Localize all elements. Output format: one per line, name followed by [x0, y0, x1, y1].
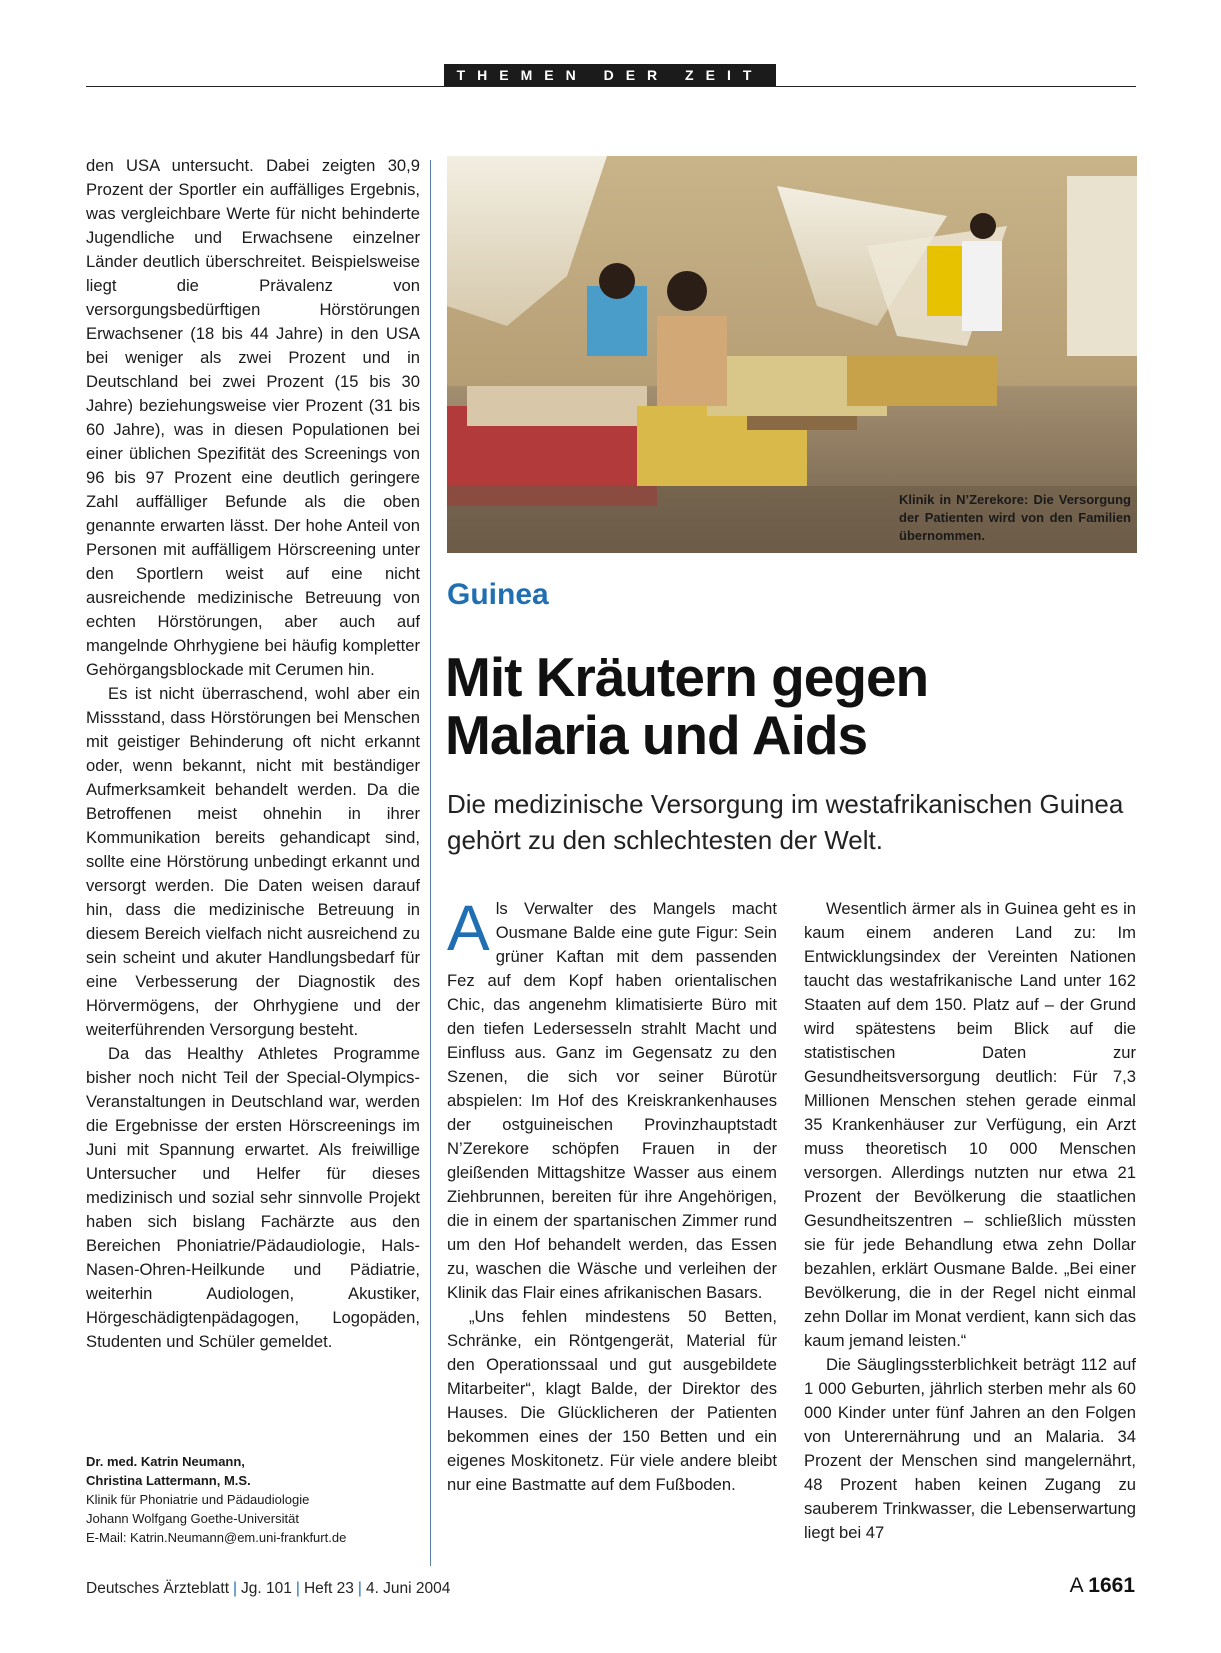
author-name-1: Dr. med. Katrin Neumann, — [86, 1454, 245, 1469]
mid-paragraph-1 — [447, 897, 777, 1305]
right-paragraph-1: Wesentlich ärmer als in Guinea geht es in kaum einem anderen Land zu: Im Entwicklungsindex der Vereinten Nationen taucht das westafrikanische Land unter 162 Staaten auf dem 150. Platz auf – der Grund wird spätestens beim Blick auf die statistischen Daten zur Gesundheitsversorgung deutlich: Für 7,3 Millionen Menschen stehen gerade einmal 35 Krankenhäuser zur Verfügung, ein Arzt muss theoretisch 10 000 Menschen versorgen. Allerdings nutzten nur etwa 21 Prozent der Bevölkerung die staatlichen Gesundheitszentren – schließlich müssten sie für jede Behandlung etwa zehn Dollar bezahlen, erklärt Ousmane Balde. „Bei einer Bevölkerung, die in der Regel nicht einmal zehn Dollar im Monat verdient, kann sich das kaum jemand leisten.“ — [804, 899, 1136, 1350]
footer-journal: Deutsches Ärzteblatt — [86, 1580, 230, 1597]
author-affiliation-2: Johann Wolfgang Goethe-Universität — [86, 1511, 299, 1526]
headline-line-2: Malaria und Aids — [445, 704, 868, 766]
subtitle: Die medizinische Versorgung im westafrikanischen Guinea gehört zu den schlechtesten der Welt. — [447, 789, 1124, 855]
page-number-value: 1661 — [1088, 1574, 1135, 1597]
author-name-2: Christina Lattermann, M.S. — [86, 1473, 251, 1488]
section-label: Guinea — [447, 578, 549, 611]
page-number — [1070, 1574, 1135, 1598]
footer-volume: Jg. 101 — [241, 1580, 292, 1597]
page-prefix: A — [1069, 1574, 1083, 1597]
middle-column — [447, 897, 777, 1553]
mid-paragraph-1-text: ls Verwalter des Mangels macht Ousmane Balde eine gute Figur: Sein grüner Kaftan mit dem passenden Fez auf dem Kopf haben orientalischen Chic, das angenehm klimatisierte Büro mit den tiefen Ledersesseln strahlt Macht und Einfluss aus. Ganz im Gegensatz zu den Szenen, die sich vor seiner Bürotür abspielen: Im Hof des Kreiskrankenhauses der ostguineischen Provinzhauptstadt N’Zerekore schöpfen Frauen in der gleißenden Mittagshitze Wasser aus einem Ziehbrunnen, bereiten für ihre Angehörigen, die in einem der spartanischen Zimmer rund um den Hof behandelt werden, das Essen zu, waschen die Wäsche und verleihen der Klinik das Flair eines afrikanischen Basars. — [447, 899, 777, 1302]
footer-separator: | — [233, 1580, 238, 1597]
right-column — [804, 897, 1136, 1553]
column-divider — [430, 160, 431, 1566]
clinic-photo — [447, 156, 1137, 553]
section-kicker: THEMEN DER ZEIT — [444, 64, 776, 87]
left-paragraph-2: Es ist nicht überraschend, wohl aber ein Missstand, dass Hörstörungen bei Menschen mit geistiger Behinderung oft nicht erkannt oder, wenn bekannt, nicht mit beständiger Aufmerksamkeit behandelt werden. Da die Betroffenen meist ohnehin in ihrer Kommunikation bereits gehandicapt sind, sollte eine Hörstörung unbedingt erkannt und versorgt werden. Die Daten weisen darauf hin, dass die medizinische Betreuung in diesem Bereich vielfach nicht ausreichend zu sein scheint und akuter Handlungsbedarf für eine Verbesserung der Diagnostik des Hörvermögens, der Ohrhygiene und der weiterführenden Versorgung besteht. — [86, 684, 420, 1039]
photo-caption: Klinik in N’Zerekore: Die Versorgung der Patienten wird von den Familien übernommen. — [899, 492, 1131, 543]
footer-date: 4. Juni 2004 — [365, 1580, 451, 1597]
footer-separator: | — [357, 1580, 362, 1597]
footer-separator: | — [295, 1580, 300, 1597]
headline-line-1: Mit Kräutern gegen — [445, 646, 929, 708]
headline — [445, 648, 1135, 764]
author-block — [86, 1452, 416, 1547]
mid-paragraph-2: „Uns fehlen mindestens 50 Betten, Schränke, ein Röntgengerät, Material für den Operationssaal und gut ausgebildete Mitarbeiter“, klagt Balde, der Direktor des Hauses. Die Glücklicheren der Patienten bekommen eines der 150 Betten und ein eigenes Moskitonetz. Für viele andere bleibt nur eine Bastmatte auf dem Fußboden. — [447, 1307, 777, 1494]
right-paragraph-2: Die Säuglingssterblichkeit beträgt 112 auf 1 000 Geburten, jährlich sterben mehr als 60 000 Kinder unter fünf Jahren an den Folgen von Unterernährung und an Malaria. 34 Prozent der Menschen sind mangelernährt, 48 Prozent haben keinen Zugang zu sauberem Trinkwasser, die Lebenserwartung liegt bei 47 — [804, 1355, 1136, 1542]
top-rule — [86, 86, 1136, 87]
left-paragraph-1: den USA untersucht. Dabei zeigten 30,9 Prozent der Sportler ein auffälliges Ergebnis, was vergleichbare Werte für nicht behinderte Jugendliche und Erwachsene einzelner Länder deutlich überschreitet. Beispielsweise liegt die Prävalenz von versorgungsbedürftigen Hörstörungen Erwachsener (18 bis 44 Jahre) in den USA bei weniger als zwei Prozent und in Deutschland bei zwei Prozent (15 bis 30 Jahre) beziehungsweise vier Prozent (31 bis 60 Jahre), was in diesen Populationen bei einer üblichen Spezifität des Screenings von 96 bis 97 Prozent eine deutlich geringere Zahl auffälliger Befunde als die oben genannte erwarten lässt. Der hohe Anteil von Personen mit auffälligem Hörscreening unter den Sportlern weist auf eine nicht ausreichende medizinische Betreuung von echten Hörstörungen, aber auch auf mangelnde Ohrhygiene bei häufig kompletter Gehörgangsblockade mit Cerumen hin. — [86, 156, 420, 679]
left-column — [86, 154, 420, 1431]
footer-issue: Heft 23 — [303, 1580, 354, 1597]
author-email[interactable]: E-Mail: Katrin.Neumann@em.uni-frankfurt.de — [86, 1530, 347, 1545]
left-paragraph-3: Da das Healthy Athletes Programme bisher noch nicht Teil der Special-Olympics-Veranstaltungen in Deutschland war, werden die Ergebnisse der ersten Hörscreenings im Juni mit Spannung erwartet. Als freiwillige Untersucher und Helfer für dieses medizinisch und sozial sehr sinnvolle Projekt haben sich bislang Fachärzte aus den Bereichen Phoniatrie/Pädaudiologie, Hals-Nasen-Ohren-Heilkunde und Pädiatrie, weiterhin Audiologen, Akustiker, Hörgeschädigtenpädagogen, Logopäden, Studenten und Schüler gemeldet. — [86, 1044, 420, 1351]
drop-cap: A — [447, 897, 490, 964]
footer — [86, 1580, 450, 1598]
author-affiliation-1: Klinik für Phoniatrie und Pädaudiologie — [86, 1492, 310, 1507]
